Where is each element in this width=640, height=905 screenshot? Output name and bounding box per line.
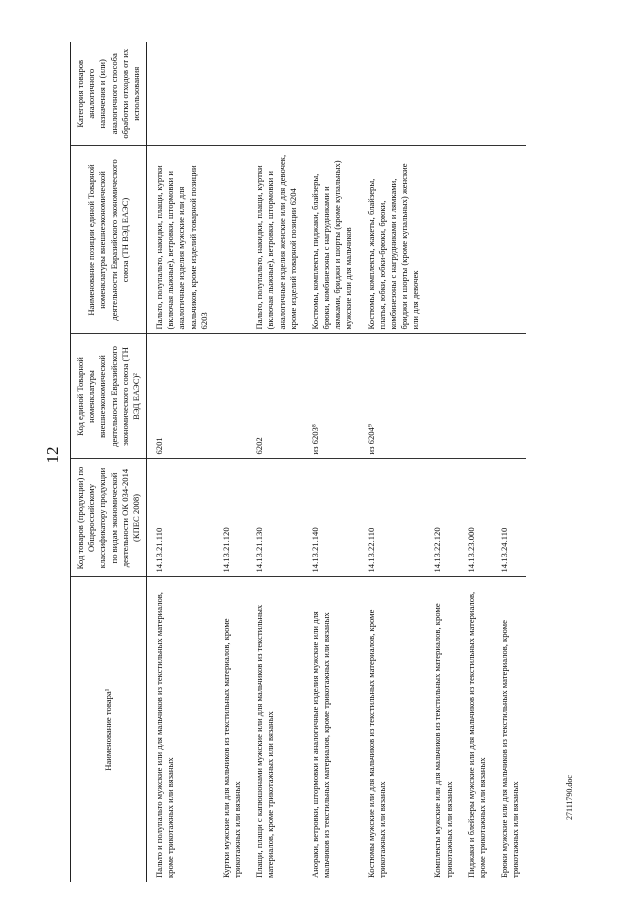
cell-category xyxy=(247,42,303,146)
table-header-row xyxy=(71,42,147,882)
table-row xyxy=(359,42,426,882)
goods-table-container xyxy=(70,42,578,882)
cell-okpd2-code: 14.13.21.120 xyxy=(214,459,247,577)
document-filename: 27111790.doc xyxy=(565,775,574,820)
cell-goods-name: Пальто и полупальто мужские или для мальчиков из текстильных материалов, кроме трикотажных или вязаных xyxy=(154,592,176,878)
table-row xyxy=(303,42,359,882)
cell-okpd2-code: 14.13.22.110 xyxy=(359,459,426,577)
cell-category xyxy=(459,42,492,146)
cell-goods-name: Анораки, ветровки, штормовки и аналогичные изделия мужские или для мальчиков из текстильных материалов, кроме трикотажных или вязаных xyxy=(309,611,332,878)
page-number: 12 xyxy=(43,446,62,464)
header-category: Категория товаров аналогичного назначения и (или) аналогичного способа обработки отходов от их использования xyxy=(71,42,147,146)
cell-category xyxy=(492,42,525,146)
cell-okpd2-code: 14.13.23.000 xyxy=(459,459,492,577)
cell-goods-name: Костюмы мужские или для мальчиков из текстильных материалов, кроме трикотажных или вязаных xyxy=(365,609,387,878)
table-row xyxy=(214,42,247,882)
cell-tnved-code xyxy=(459,334,492,459)
cell-tnved-name xyxy=(459,146,492,334)
table-row xyxy=(247,42,303,882)
cell-tnved-code xyxy=(425,334,458,459)
header-okpd2-code: Код товаров (продукции) по Общероссийскому классификатору продукции по видам экономической деятельности ОК 034-2014 (КПЕС 2008) xyxy=(71,459,147,577)
cell-category xyxy=(303,42,359,146)
cell-tnved-code xyxy=(214,334,247,459)
cell-okpd2-code: 14.13.21.140 xyxy=(303,459,359,577)
table-row xyxy=(147,42,214,882)
goods-table xyxy=(70,42,526,882)
cell-tnved-code: 6201 xyxy=(147,334,214,459)
cell-tnved-code: из 6203⁸ xyxy=(303,334,359,459)
cell-tnved-name xyxy=(214,146,247,334)
cell-category xyxy=(425,42,458,146)
table-row xyxy=(492,42,525,882)
table-row xyxy=(425,42,458,882)
cell-tnved-code xyxy=(492,334,525,459)
cell-category xyxy=(359,42,426,146)
cell-goods-name: Пиджаки и блейзеры мужские или для мальчиков из текстильных материалов, кроме трикотажных или вязаных xyxy=(465,591,487,878)
cell-tnved-name: Костюмы, комплекты, пиджаки, блайзеры, брюки, комбинезоны с нагрудниками и лямками, бриджи и шорты (кроме купальных) мужские или для мальчиков xyxy=(303,146,359,334)
table-row xyxy=(459,42,492,882)
cell-tnved-code: из 6204⁹ xyxy=(359,334,426,459)
cell-tnved-name: Пальто, полупальто, накидки, плащи, куртки (включая лыжные), ветровки, штормовки и аналогичные изделия женские или для девочек, кроме изделий товарной позиции 6204 xyxy=(247,146,303,334)
cell-category xyxy=(147,42,214,146)
cell-category xyxy=(214,42,247,146)
cell-tnved-name xyxy=(492,146,525,334)
cell-goods-name: Плащи, плащи с капюшонами мужские или для мальчиков из текстильных материалов, кроме трикотажных или вязаных xyxy=(254,604,276,878)
header-tnved-name: Наименование позиции единой Товарной номенклатуры внешнеэкономической деятельности Евразийского экономического союза (ТН ВЭД ЕАЭС) xyxy=(71,146,147,334)
cell-okpd2-code: 14.13.21.110 xyxy=(147,459,214,577)
cell-okpd2-code: 14.13.21.130 xyxy=(247,459,303,577)
cell-goods-name: Брюки мужские или для мальчиков из текстильных материалов, кроме трикотажных или вязаных xyxy=(499,620,521,878)
header-goods-name: Наименование товара¹ xyxy=(71,577,147,882)
cell-tnved-name: Пальто, полупальто, накидки, плащи, куртки (включая лыжные), ветровки, штормовки и аналогичные изделия мужские или для мальчиков, кроме изделий товарной позиции 6203 xyxy=(147,146,214,334)
header-tnved-code: Код единой Товарной номенклатуры внешнеэкономической деятельности Евразийского экономического союза (ТН ВЭД ЕАЭС)² xyxy=(71,334,147,459)
cell-tnved-code: 6202 xyxy=(247,334,303,459)
cell-tnved-name xyxy=(425,146,458,334)
cell-okpd2-code: 14.13.22.120 xyxy=(425,459,458,577)
cell-tnved-name: Костюмы, комплекты, жакеты, блайзеры, платья, юбки, юбки-брюки, брюки, комбинезоны с нагрудниками и лямками, бриджи и шорты (кроме купальных) женские или для девочек xyxy=(359,146,426,334)
cell-goods-name: Комплекты мужские или для мальчиков из текстильных материалов, кроме трикотажных или вязаных xyxy=(432,603,454,878)
cell-goods-name: Куртки мужские или для мальчиков из текстильных материалов, кроме трикотажных или вязаных xyxy=(220,618,243,878)
cell-okpd2-code: 14.13.24.110 xyxy=(492,459,525,577)
